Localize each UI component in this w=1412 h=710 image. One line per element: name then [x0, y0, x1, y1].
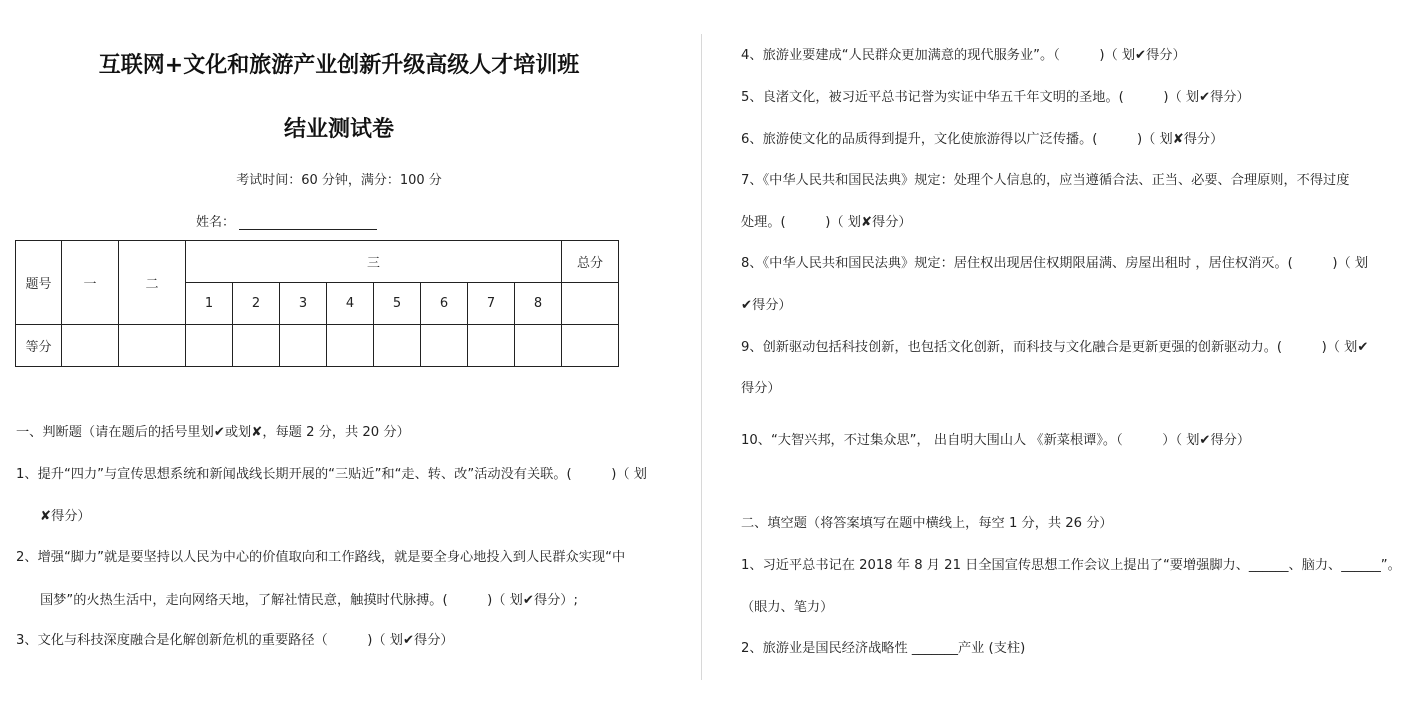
question-4: 4、旅游业要建成“人民群众更加满意的现代服务业”。（ )（ 划✔得分）: [741, 48, 1186, 63]
sub-header-7: 7: [468, 283, 515, 325]
sub-header-8: 8: [515, 283, 562, 325]
score-cell-3-6[interactable]: [421, 325, 468, 367]
score-cell-two[interactable]: [119, 325, 186, 367]
score-cell-3-8[interactable]: [515, 325, 562, 367]
header-total: 总分: [562, 241, 619, 283]
question-9-line2: 得分）: [741, 381, 781, 396]
section2-heading: 二、填空题（将答案填写在题中横线上，每空 1 分，共 26 分）: [741, 516, 1113, 531]
header-one: 一: [62, 241, 119, 325]
check-icon: ✔: [402, 633, 415, 648]
question-7-line2: 处理。( )（ 划✘得分）: [741, 215, 912, 230]
check-icon: ✔: [741, 298, 753, 313]
row-label-score: 等分: [16, 325, 62, 367]
header-label-number: 题号: [16, 241, 62, 325]
exam-subtitle: 结业测试卷: [283, 117, 394, 142]
question-9-line1: 9、创新驱动包括科技创新，也包括文化创新，而科技与文化融合是更新更强的创新驱动力。( )（ 划✔: [741, 340, 1369, 355]
check-icon: ✔: [522, 593, 534, 608]
cross-icon: ✘: [251, 425, 263, 440]
check-icon: ✔: [1199, 90, 1211, 105]
name-blank-line[interactable]: [239, 215, 377, 230]
cross-icon: ✘: [1172, 132, 1184, 147]
score-cell-total[interactable]: [562, 325, 619, 367]
name-label: 姓名：: [196, 215, 236, 230]
score-cell-3-3[interactable]: [280, 325, 327, 367]
check-icon: ✔: [213, 425, 225, 440]
sub-header-2: 2: [233, 283, 280, 325]
sub-header-3: 3: [280, 283, 327, 325]
sub-header-1: 1: [186, 283, 233, 325]
sub-header-4: 4: [327, 283, 374, 325]
section1-heading: 一、判断题（请在题后的括号里划✔或划✘，每题 2 分，共 20 分）: [16, 425, 410, 440]
sub-header-6: 6: [421, 283, 468, 325]
column-divider: [701, 34, 702, 680]
question-7-line1: 7、《中华人民共和国民法典》规定：处理个人信息的，应当遵循合法、正当、必要、合理原则，不得过度: [741, 173, 1350, 188]
cross-icon: ✘: [860, 215, 873, 230]
score-cell-3-5[interactable]: [374, 325, 421, 367]
score-cell-3-7[interactable]: [468, 325, 515, 367]
score-cell-3-1[interactable]: [186, 325, 233, 367]
question-2-line2: 国梦”的火热生活中，走向网络天地，了解社情民意，触摸时代脉搏。( )（ 划✔得分）;: [40, 593, 578, 608]
question-2-line1: 2、增强“脚力”就是要坚持以人民为中心的价值取向和工作路线，就是要全身心地投入到人民群众实现“中: [16, 550, 626, 565]
fill-question-1-line2: （眼力、笔力）: [741, 600, 834, 615]
fill-question-1-line1: 1、习近平总书记在 2018 年 8 月 21 日全国宣传思想工作会议上提出了“要增强脚力、______、脑力、______”。: [741, 558, 1401, 573]
question-8-line1: 8、《中华人民共和国民法典》规定：居住权出现居住权期限届满、房屋出租时 ，居住权消灭。( )（ 划: [741, 256, 1369, 271]
question-10: 10、“大智兴邦，不过集众思”， 出自明大围山人 《新菜根谭》。（ ）（ 划✔得分）: [741, 433, 1251, 448]
cross-icon: ✘: [40, 509, 52, 524]
question-8-line2: ✔得分）: [741, 298, 792, 313]
sub-header-5: 5: [374, 283, 421, 325]
name-field: [196, 211, 377, 230]
fill-question-2: 2、旅游业是国民经济战略性 _______产业 (支柱): [741, 641, 1026, 656]
score-table: [15, 240, 619, 367]
question-6: 6、旅游使文化的品质得到提升，文化使旅游得以广泛传播。( )（ 划✘得分）: [741, 132, 1224, 147]
exam-title: 互联网+文化和旅游产业创新升级高级人才培训班: [98, 53, 580, 78]
score-cell-3-4[interactable]: [327, 325, 374, 367]
header-three: 三: [186, 241, 562, 283]
total-score-cell[interactable]: [562, 283, 619, 325]
check-icon: ✔: [1357, 340, 1369, 355]
question-1-line2: ✘得分）: [40, 509, 91, 524]
check-icon: ✔: [1199, 433, 1211, 448]
question-1-line1: 1、提升“四力”与宣传思想系统和新闻战线长期开展的“三贴近”和“走、转、改”活动没有关联。( )（ 划: [16, 467, 647, 482]
check-icon: ✔: [1135, 48, 1147, 63]
question-3: 3、文化与科技深度融合是化解创新危机的重要路径（ )（ 划✔得分）: [16, 633, 454, 648]
header-two: 二: [119, 241, 186, 325]
score-cell-one[interactable]: [62, 325, 119, 367]
question-5: 5、良渚文化，被习近平总书记誉为实证中华五千年文明的圣地。( )（ 划✔得分）: [741, 90, 1250, 105]
exam-info: 考试时间：60 分钟，满分：100 分: [236, 173, 442, 188]
score-cell-3-2[interactable]: [233, 325, 280, 367]
